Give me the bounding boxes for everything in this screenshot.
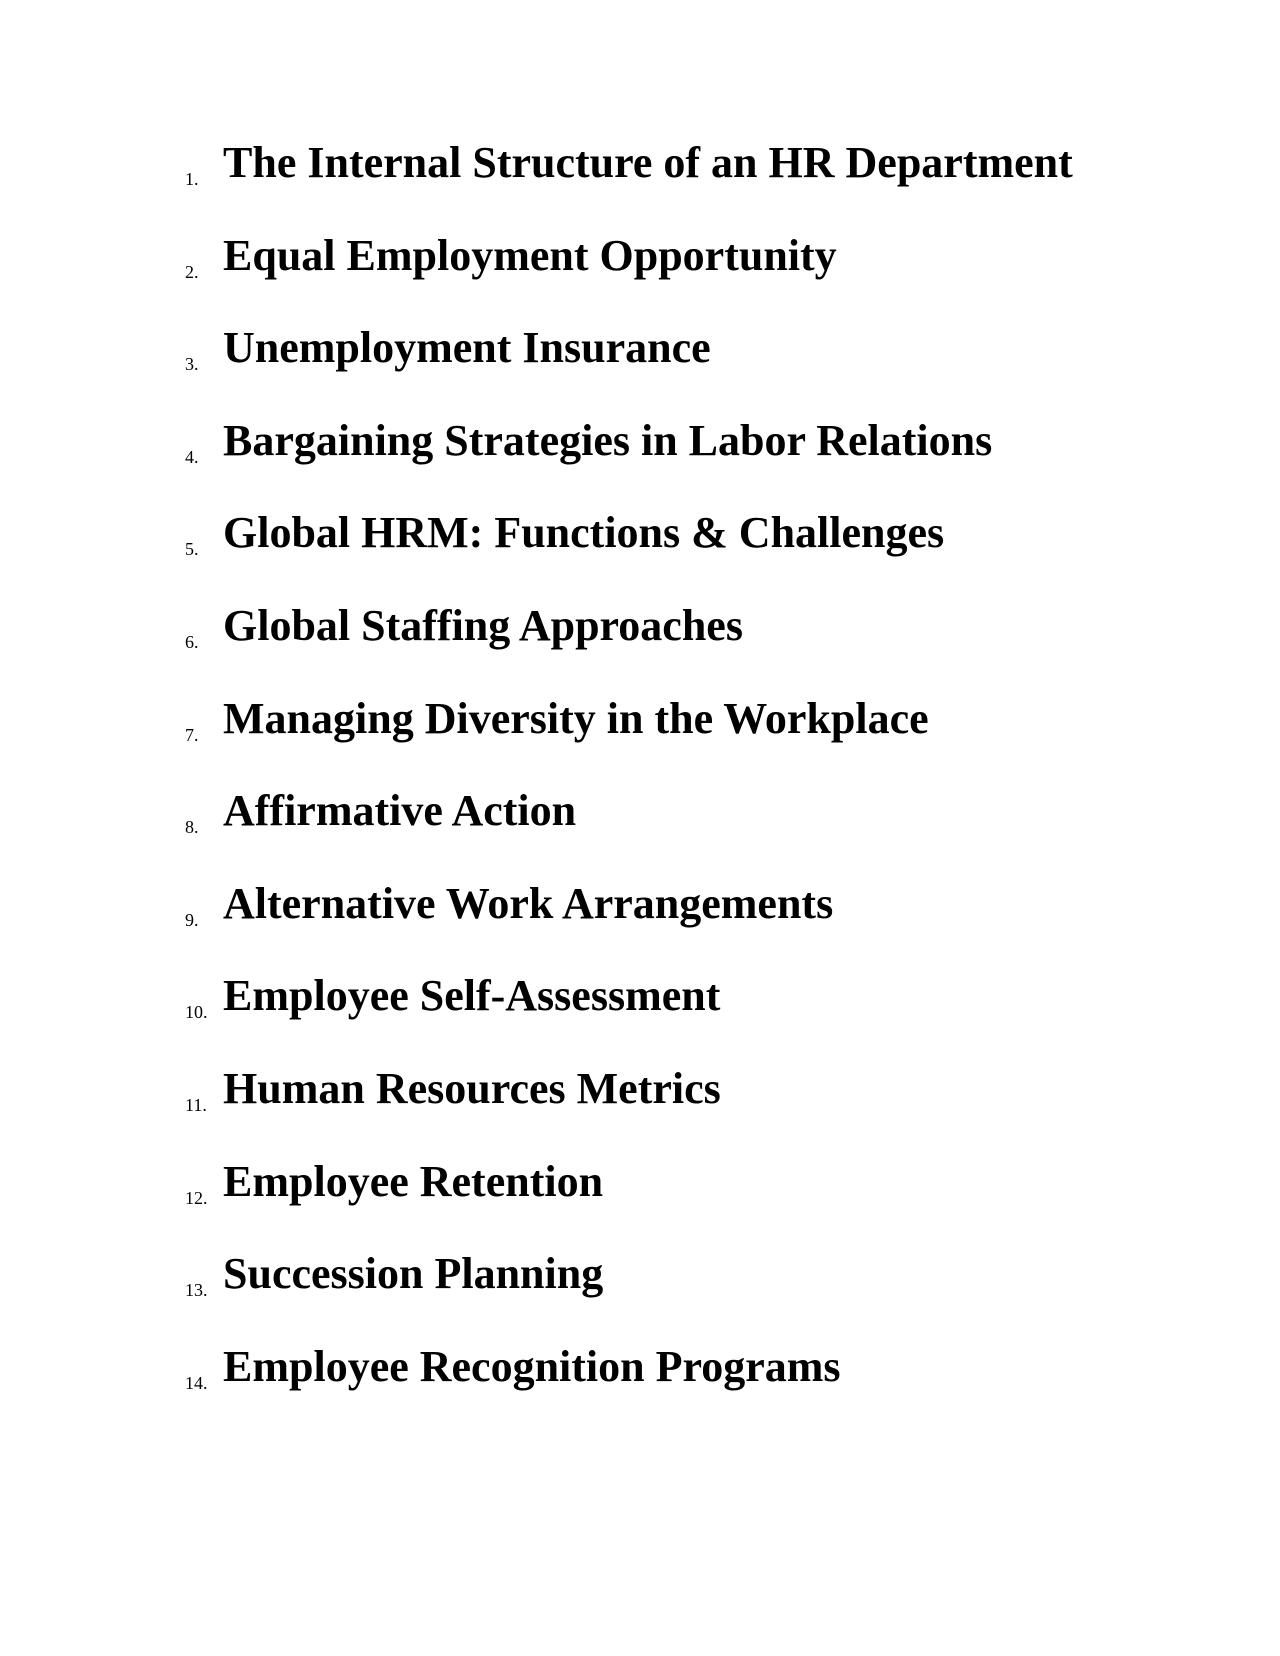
list-item: [0, 415, 1280, 508]
topic-list: [0, 137, 1280, 1433]
list-item-number: 11.: [185, 1094, 207, 1115]
list-item-title: Managing Diversity in the Workplace: [223, 693, 929, 743]
list-item: [0, 970, 1280, 1063]
list-item-title: Employee Recognition Programs: [223, 1341, 841, 1391]
list-item-title: Bargaining Strategies in Labor Relations: [223, 415, 993, 465]
list-item-title: Global HRM: Functions & Challenges: [223, 508, 945, 558]
list-item-number: 14.: [185, 1372, 208, 1393]
list-item-title: Affirmative Action: [223, 786, 577, 836]
list-item: [0, 1156, 1280, 1249]
list-item-title: Unemployment Insurance: [223, 323, 711, 373]
list-item-title: Succession Planning: [223, 1249, 604, 1299]
list-item: [0, 600, 1280, 693]
list-item-number: 12.: [185, 1187, 208, 1208]
list-item-title: Alternative Work Arrangements: [223, 878, 834, 928]
list-item: [0, 322, 1280, 415]
list-item-number: 4.: [185, 446, 199, 467]
list-item: [0, 878, 1280, 971]
list-item-title: Equal Employment Opportunity: [223, 230, 837, 280]
list-item-title: The Internal Structure of an HR Department: [223, 138, 1073, 187]
list-item: [0, 137, 1280, 230]
list-item: [0, 1063, 1280, 1156]
list-item-title: Employee Retention: [223, 1156, 604, 1206]
list-item-number: 6.: [185, 631, 199, 652]
list-item-number: 8.: [185, 817, 199, 838]
list-item: [0, 693, 1280, 786]
list-item-number: 3.: [185, 354, 199, 375]
list-item: [0, 1341, 1280, 1434]
list-item-number: 13.: [185, 1280, 208, 1301]
list-item-number: 1.: [185, 169, 199, 189]
list-item-title: Employee Self-Assessment: [223, 971, 721, 1021]
list-item-title: Human Resources Metrics: [223, 1063, 721, 1113]
list-item-number: 10.: [185, 1002, 208, 1023]
list-item: [0, 1248, 1280, 1341]
list-item-number: 5.: [185, 539, 199, 560]
list-item-number: 2.: [185, 261, 199, 282]
list-item-number: 9.: [185, 909, 199, 930]
list-item: [0, 785, 1280, 878]
list-item-title: Global Staffing Approaches: [223, 600, 743, 650]
list-item: [0, 230, 1280, 323]
list-item-number: 7.: [185, 724, 199, 745]
list-item: [0, 507, 1280, 600]
